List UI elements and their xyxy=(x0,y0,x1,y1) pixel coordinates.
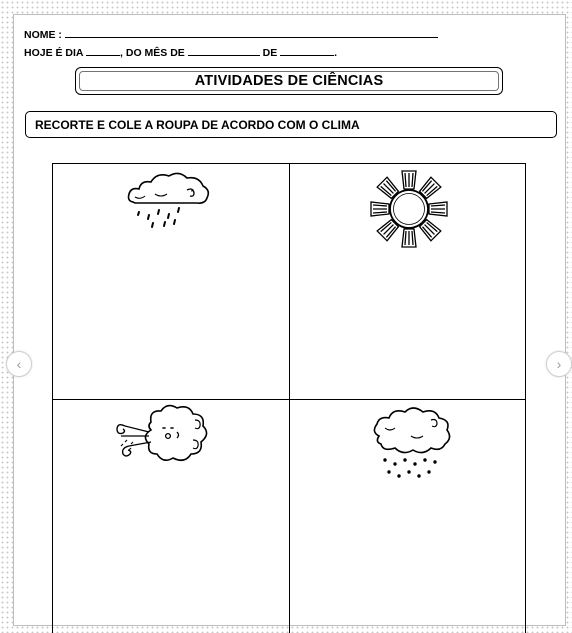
date-line xyxy=(24,46,337,59)
month-blank xyxy=(188,46,260,56)
name-blank xyxy=(65,28,438,38)
name-label: NOME : xyxy=(24,29,62,41)
date-prefix: HOJE É DIA xyxy=(24,47,84,59)
date-month-label: , DO MÊS DE xyxy=(120,47,185,59)
instruction-banner xyxy=(25,111,557,138)
chevron-left-icon: ‹ xyxy=(16,356,22,372)
chevron-right-icon: › xyxy=(556,356,562,372)
snow-cloud-icon xyxy=(371,406,453,486)
worksheet-page xyxy=(13,14,566,626)
day-blank xyxy=(86,46,120,56)
name-line xyxy=(24,28,438,41)
grid-divider-horizontal xyxy=(53,399,525,400)
weather-grid xyxy=(52,163,526,633)
prev-page-button[interactable] xyxy=(6,351,32,377)
year-blank xyxy=(280,46,334,56)
wind-cloud-icon xyxy=(111,402,221,468)
next-page-button[interactable] xyxy=(546,351,572,377)
instruction-text: RECORTE E COLE A ROUPA DE ACORDO COM O CLIMA xyxy=(35,117,360,132)
date-year-label: DE xyxy=(262,47,278,59)
sun-icon xyxy=(366,166,452,252)
rain-cloud-icon xyxy=(125,170,211,232)
date-end: . xyxy=(334,47,338,59)
title-banner xyxy=(75,67,503,95)
page-title: ATIVIDADES DE CIÊNCIAS xyxy=(194,73,384,89)
